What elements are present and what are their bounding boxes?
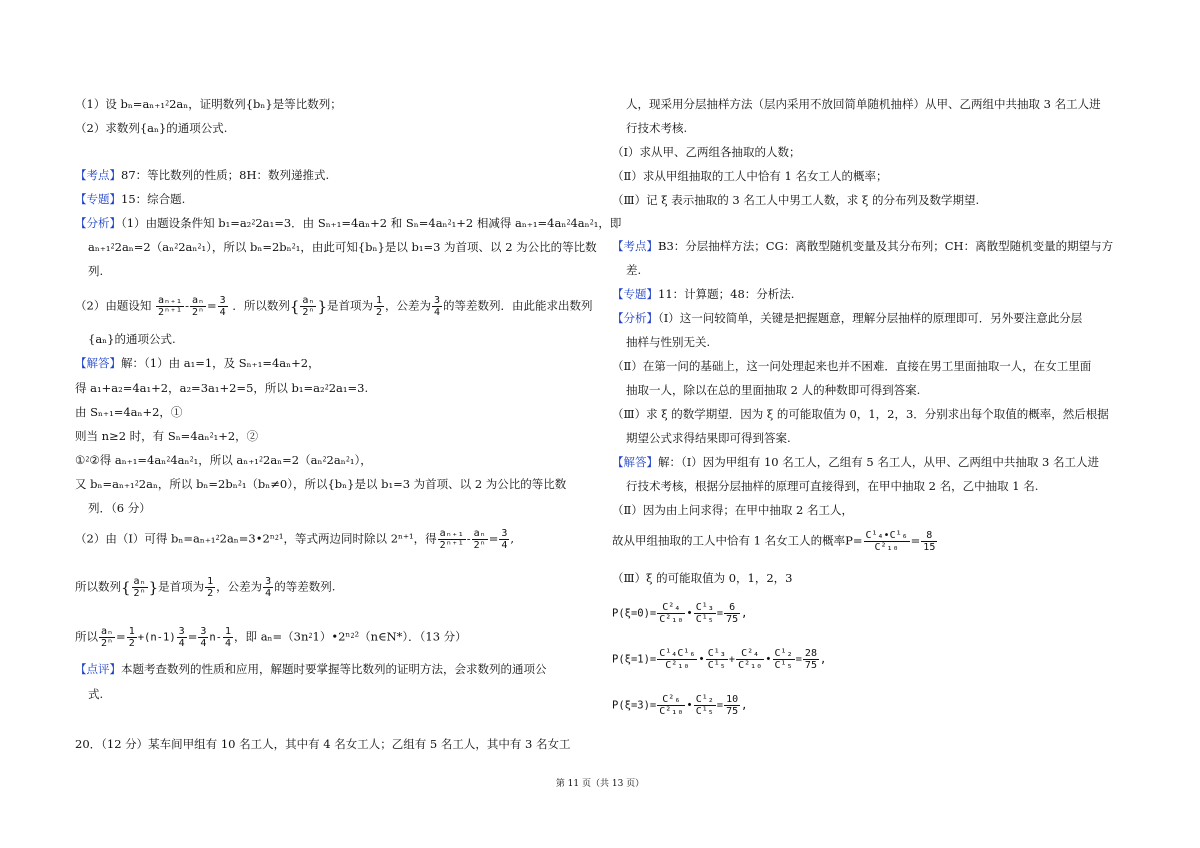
numerator: C²₆: [657, 694, 685, 706]
numerator: 1: [207, 576, 214, 587]
jieda-line-5: ①⁲②得 aₙ₊₁=4aₙ⁲4aₙ⁲₁，所以 aₙ₊₁⁲2aₙ=2（aₙ⁲2aₙ⁲₁），: [75, 453, 372, 467]
denominator: C²₁₀: [738, 660, 763, 671]
fraction-1-2: [374, 295, 384, 318]
p-xi-1: P(ξ=1)= $\frac{\text{C¹₄C¹₆}}{\text{C²₁₀}}$ • $\frac{\text{C¹₃}}{\text{C¹₅}}$ + $\frac{\text{C²₄}}{\text{C²₁₀}}$ • $\frac{\text{C¹₂}}{\text{C¹₅}}$ = $\frac{28}{75}$ ,: [612, 648, 827, 671]
p0-label: P(ξ=0)=: [612, 607, 657, 620]
denominator: 4: [501, 540, 508, 551]
fraction-an-over-2n-c: [472, 528, 488, 551]
p-xi-0: [612, 602, 747, 625]
right-jieda-2: 行技术考核，根据分层抽样的原理可直接得到，在甲中抽取 2 名，乙中抽取 1 名.: [626, 479, 1039, 493]
equals-sign: =: [488, 531, 499, 546]
equals-sign: =: [116, 629, 126, 644]
jieda-line-7: 列．（6 分）: [88, 501, 151, 515]
numerator: C¹₂: [695, 694, 714, 705]
jieda-line-9: [75, 576, 335, 599]
fenxi-text-1: （Ⅰ）这一问较简单，关键是把握题意，理解分层抽样的原理即可．另外要注意此分层: [658, 311, 1083, 325]
fraction-c31-over-c51-b: [706, 648, 728, 671]
fenxi-4c: 是首项为: [326, 298, 373, 313]
jieda-10a: 所以: [75, 629, 98, 644]
numerator: 8: [921, 530, 937, 542]
brace-right: }: [148, 578, 159, 597]
comma: ,: [741, 607, 748, 620]
fenxi-line-2: aₙ₊₁⁲2aₙ=2（aₙ⁲2aₙ⁲₁），所以 bₙ=2bₙ⁲₁，由此可知{bₙ}是以 b₁=3 为首项、以 2 为公比的等比数: [88, 240, 597, 254]
denominator: 2ⁿ: [101, 638, 114, 649]
dot: •: [686, 607, 693, 620]
denominator: 2: [207, 588, 214, 599]
jieda-tag: 【解答】: [75, 356, 121, 370]
right-jieda-1: [612, 454, 1099, 470]
numerator: aₙ: [191, 295, 205, 306]
dot: •: [698, 653, 705, 666]
zhuanti-text: 15：综合题.: [121, 192, 186, 206]
denominator: 4: [225, 638, 232, 649]
fraction-c42-over-c102-b: [736, 648, 764, 671]
dianping-line-1: [75, 661, 547, 677]
comma: ,: [819, 653, 827, 666]
right-line-5: （Ⅲ）记 ξ 表示抽取的 3 名工人中男工人数，求 ξ 的分布列及数学期望.: [612, 193, 980, 207]
fraction-6-75: [724, 602, 740, 625]
fraction-an1-over-2n1: [156, 295, 184, 318]
jieda-4-text: 故从甲组抽取的工人中恰有 1 名女工人的概率P=: [612, 533, 863, 548]
numerator: 3: [219, 295, 226, 306]
numerator: aₙ: [133, 576, 146, 587]
zhuanti-line: [75, 191, 185, 207]
fraction-c31-over-c51: [694, 602, 716, 625]
fraction-3-4-c: [499, 528, 509, 551]
jieda-line-1: [75, 355, 320, 371]
denominator: 2ⁿ: [133, 588, 146, 599]
fraction-8-15: [921, 530, 937, 553]
equals-sign: =: [910, 533, 921, 548]
numerator: C¹₃: [695, 602, 714, 613]
denominator: 4: [265, 588, 272, 599]
fraction-3-4-d: [263, 576, 273, 599]
jieda-9a: 所以数列: [75, 579, 121, 594]
denominator: C¹₅: [707, 660, 726, 671]
numerator: C²₄: [657, 602, 685, 614]
dianping-line-2: 式.: [88, 687, 104, 701]
denominator: C¹₅: [695, 706, 714, 717]
right-line-1: 人，现采用分层抽样方法（层内采用不放回简单随机抽样）从甲、乙两组中共抽取 3 名工人进: [626, 97, 1101, 111]
jieda-text-1: 解：（Ⅰ）因为甲组有 10 名工人，乙组有 5 名工人，从甲、乙两组中共抽取 3 名工人进: [658, 455, 1099, 469]
dot: •: [686, 699, 693, 712]
zhuanti-text: 11：计算题；48：分析法.: [658, 287, 795, 301]
numerator: 28: [804, 648, 817, 659]
jieda-9b: 是首项为: [158, 579, 205, 594]
fraction-1-4: [223, 626, 233, 649]
fraction-c41c61-over-c102: [864, 530, 910, 553]
denominator: C²₁₀: [659, 706, 684, 717]
fenxi-tag: 【分析】: [612, 311, 658, 325]
denominator: 2ⁿ⁺¹: [439, 540, 464, 551]
denominator: 4: [200, 638, 207, 649]
fraction-3-4: [218, 295, 228, 318]
fraction-c41c6-over-c102: [657, 648, 697, 671]
fenxi-4d: ，公差为: [385, 298, 432, 313]
equals-sign: =: [207, 298, 217, 313]
jieda-line-2: 得 a₁+a₂=4a₁+2，a₂=3a₁+2=5，所以 b₁=a₂⁲2a₁=3.: [75, 381, 369, 395]
denominator: 2ⁿ: [473, 540, 486, 551]
numerator: 3: [434, 295, 441, 306]
jieda-9d: 的等差数列.: [274, 579, 336, 594]
numerator: C²₄: [736, 648, 764, 660]
fenxi-tag: 【分析】: [75, 216, 121, 230]
numerator: 3: [178, 626, 185, 637]
right-fenxi-4: 抽取一人，除以在总的里面抽取 2 人的种数即可得到答案.: [626, 383, 921, 397]
jieda-9c: ，公差为: [216, 579, 263, 594]
equals-sign: =: [795, 653, 802, 666]
numerator: C¹₂: [774, 648, 793, 659]
brace-left: {: [289, 297, 300, 316]
jieda-line-4: 则当 n≥2 时，有 Sₙ=4aₙ⁲₁+2，②: [75, 429, 259, 443]
kaodian-text-1: B3：分层抽样方法；CG：离散型随机变量及其分布列；CH：离散型随机变量的期望与方: [658, 239, 1114, 253]
denominator: 2: [128, 638, 135, 649]
comma: ,: [510, 531, 515, 546]
kaodian-line: [75, 167, 329, 183]
jieda-line-8: [75, 528, 514, 551]
denominator: 2ⁿ⁺¹: [157, 307, 183, 318]
question-20: 20．（12 分）某车间甲组有 10 名工人，其中有 4 名女工人；乙组有 5 名工人，其中有 3 名女工: [75, 737, 571, 751]
fraction-1-2-b: [205, 576, 215, 599]
fraction-an-over-2n: [190, 295, 206, 318]
equals-sign: =: [716, 699, 724, 712]
right-kaodian-2: 差.: [626, 263, 642, 277]
question-part-1: （1）设 bₙ=aₙ₊₁⁲2aₙ，证明数列{bₙ}是等比数列；: [75, 97, 342, 111]
jieda-10b: ，即 aₙ=（3n⁲1）•2ⁿ⁲²（n∈N*）．（13 分）: [234, 629, 467, 644]
equals-sign: =: [187, 629, 198, 644]
p1-label: P(ξ=1)=: [612, 653, 657, 666]
numerator: aₙ: [473, 528, 486, 539]
numerator: C¹₄C¹₆: [659, 648, 696, 659]
numerator: 3: [200, 626, 207, 637]
right-jieda-5: （Ⅲ）ξ 的可能取值为 0，1，2，3: [612, 571, 793, 585]
kaodian-tag: 【考点】: [612, 239, 658, 253]
fenxi-line-5: {aₙ}的通项公式.: [88, 332, 176, 346]
denominator: 2ⁿ: [302, 307, 315, 318]
denominator: 15: [923, 542, 936, 553]
jieda-text-1: 解：（1）由 a₁=1，及 Sₙ₊₁=4aₙ+2，: [121, 356, 320, 370]
fraction-28-75: [803, 648, 819, 671]
numerator: 1: [128, 626, 135, 637]
kaodian-tag: 【考点】: [75, 168, 121, 182]
fraction-3-4-f: [198, 626, 208, 649]
zhuanti-tag: 【专题】: [75, 192, 121, 206]
denominator: C¹₅: [774, 660, 793, 671]
denominator: C¹₅: [695, 614, 714, 625]
right-fenxi-5: （Ⅲ）求 ξ 的数学期望．因为 ξ 的可能取值为 0，1，2，3．分别求出每个取值的概率，然后根据: [612, 407, 1109, 421]
fraction-an-over-2n-b: [300, 295, 316, 318]
denominator: C²₁₀: [659, 614, 684, 625]
denominator: 2ⁿ: [191, 307, 205, 318]
fenxi-text-1: （1）由题设条件知 b₁=a₂⁲2a₁=3．由 Sₙ₊₁=4aₙ+2 和 Sₙ=4aₙ⁲₁+2 相减得 aₙ₊₁=4aₙ⁲4aₙ⁲₁，即: [121, 216, 622, 230]
fraction-10-75: [724, 694, 740, 717]
numerator: aₙ: [101, 626, 114, 637]
equals-sign: =: [716, 607, 724, 620]
numerator: aₙ: [302, 295, 315, 306]
zhuanti-tag: 【专题】: [612, 287, 658, 301]
jieda-line-10: [75, 626, 467, 649]
numerator: C¹₃: [707, 648, 726, 659]
right-fenxi-1: [612, 310, 1082, 326]
kaodian-text: 87：等比数列的性质；8H：数列递推式.: [121, 168, 330, 182]
right-line-4: （Ⅱ）求从甲组抽取的工人中恰有 1 名女工人的概率；: [612, 169, 888, 183]
numerator: aₙ₊₁: [157, 295, 183, 306]
denominator: 4: [434, 307, 441, 318]
fraction-an-over-2n-e: [99, 626, 115, 649]
fraction-1-2-c: [127, 626, 137, 649]
fenxi-4a: （2）由题设知: [75, 298, 152, 313]
right-jieda-4: [612, 530, 938, 553]
question-part-2: （2）求数列{aₙ}的通项公式.: [75, 121, 228, 135]
numerator: 10: [726, 694, 739, 705]
right-zhuanti: [612, 286, 794, 302]
brace-right: }: [317, 297, 327, 316]
denominator: 4: [219, 307, 226, 318]
jieda-line-6: 又 bₙ=aₙ₊₁⁲2aₙ，所以 bₙ=2bₙ⁲₁（bₙ≠0），所以{bₙ}是以 b₁=3 为首项、以 2 为公比的等比数: [75, 477, 567, 491]
p-xi-3: [612, 694, 747, 717]
minus-sign: -: [466, 531, 471, 546]
denominator: 75: [726, 706, 739, 717]
fenxi-line-3: 列.: [88, 264, 104, 278]
denominator: C²₁₀: [665, 660, 690, 671]
denominator: 4: [178, 638, 185, 649]
fraction-c62-over-c102: [657, 694, 685, 717]
fraction-3-4-e: [177, 626, 187, 649]
fraction-c21-over-c51: [773, 648, 795, 671]
fraction-3-4-b: [432, 295, 442, 318]
jieda-8a: （2）由（I）可得 bₙ=aₙ₊₁⁲2aₙ=3•2ⁿ⁲¹，等式两边同时除以 2ⁿ⁺¹，得: [75, 531, 437, 546]
page-footer: 第 11 页（共 13 页）: [555, 779, 645, 789]
fenxi-line-1: [75, 215, 621, 231]
dianping-text-1: 本题考查数列的性质和应用，解题时要掌握等比数列的证明方法，会求数列的通项公: [121, 662, 547, 676]
jieda-tag: 【解答】: [612, 455, 658, 469]
numerator: 6: [724, 602, 740, 614]
numerator: C¹₄•C¹₆: [865, 530, 908, 541]
fraction-an1-over-2n1-c: [438, 528, 466, 551]
minus-sign: -: [185, 298, 189, 313]
right-jieda-3: （Ⅱ）因为由上问求得；在甲中抽取 2 名工人，: [612, 503, 853, 517]
numerator: aₙ₊₁: [439, 528, 464, 539]
comma: ,: [741, 699, 748, 712]
numerator: 1: [225, 626, 232, 637]
right-fenxi-3: （Ⅱ）在第一问的基础上，这一问处理起来也并不困难．直接在男工里面抽取一人，在女工里面: [612, 359, 1092, 373]
p3-label: P(ξ=3)=: [612, 699, 657, 712]
fenxi-4b: ．所以数列: [232, 298, 290, 313]
fraction-c42-over-c102: [657, 602, 685, 625]
numerator: 1: [375, 295, 383, 306]
fenxi-4e: 的等差数列．由此能求出数列: [443, 298, 593, 313]
right-fenxi-2: 抽样与性别无关.: [626, 335, 711, 349]
fraction-an-over-2n-d: [132, 576, 148, 599]
numerator: 3: [265, 576, 272, 587]
dianping-tag: 【点评】: [75, 662, 121, 676]
fraction-c21-over-c51-b: [694, 694, 716, 717]
right-line-2: 行技术考核.: [626, 121, 688, 135]
plus-n-minus-1: +(n-1): [137, 631, 176, 644]
fenxi-line-4: [75, 295, 593, 318]
denominator: 2: [375, 307, 383, 318]
right-line-3: （Ⅰ）求从甲、乙两组各抽取的人数；: [612, 145, 801, 159]
denominator: 75: [804, 660, 817, 671]
right-kaodian-1: [612, 238, 1113, 254]
numerator: 3: [501, 528, 508, 539]
denominator: 75: [726, 614, 739, 625]
n-minus: n-: [209, 631, 223, 644]
brace-left: {: [121, 578, 131, 597]
denominator: C²₁₀: [874, 542, 899, 553]
jieda-line-3: 由 Sₙ₊₁=4aₙ+2，①: [75, 405, 183, 419]
dot: •: [765, 653, 772, 666]
right-fenxi-6: 期望公式求得结果即可得到答案.: [626, 431, 791, 445]
